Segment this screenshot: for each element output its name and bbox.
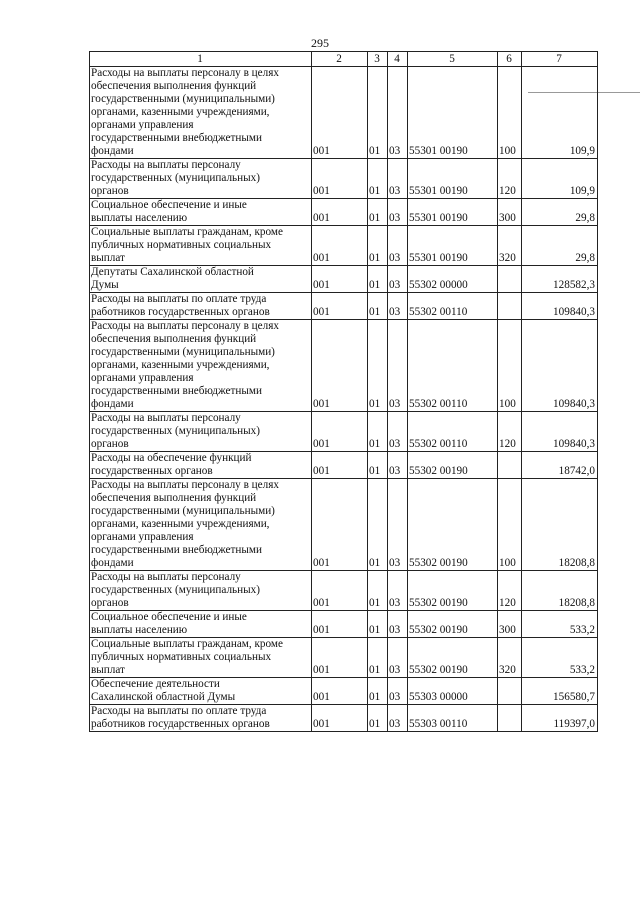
target-article-cell: 55301 00190 (408, 159, 498, 199)
expense-type-cell (498, 452, 522, 479)
row-name-line: Расходы на выплаты персоналу в целях (91, 320, 279, 332)
expense-type-cell (498, 678, 522, 705)
row-name-line: государственных (муниципальных) (91, 425, 260, 437)
target-article-cell: 55301 00190 (408, 226, 498, 266)
section-code-cell: 01 (368, 611, 388, 638)
row-name-line: государственными внебюджетными (91, 132, 262, 144)
row-name-line: государственных органов (91, 465, 213, 477)
row-name-cell (90, 226, 312, 266)
row-name-cell (90, 479, 312, 571)
amount-cell: 119397,0 (522, 705, 598, 732)
row-name-line: обеспечения выполнения функций (91, 80, 257, 92)
ministry-code-cell: 001 (312, 571, 368, 611)
table-row (90, 199, 598, 226)
target-article-cell: 55302 00190 (408, 479, 498, 571)
subsection-code-cell: 03 (388, 479, 408, 571)
budget-table (89, 51, 598, 732)
row-name-line: государственными внебюджетными (91, 385, 262, 397)
subsection-code-cell: 03 (388, 266, 408, 293)
section-code-cell: 01 (368, 571, 388, 611)
row-name-cell (90, 293, 312, 320)
amount-cell: 109,9 (522, 159, 598, 199)
ministry-code-cell: 001 (312, 320, 368, 412)
section-code-cell: 01 (368, 199, 388, 226)
target-article-cell: 55302 00190 (408, 638, 498, 678)
target-article-cell: 55301 00190 (408, 67, 498, 159)
row-name-line: органами управления (91, 531, 194, 543)
ministry-code-cell: 001 (312, 67, 368, 159)
amount-cell: 109840,3 (522, 412, 598, 452)
row-name-cell (90, 67, 312, 159)
subsection-code-cell: 03 (388, 67, 408, 159)
row-name-line: государственными (муниципальными) (91, 93, 275, 105)
amount-cell: 18208,8 (522, 479, 598, 571)
target-article-cell: 55303 00110 (408, 705, 498, 732)
target-article-cell: 55303 00000 (408, 678, 498, 705)
ministry-code-cell: 001 (312, 479, 368, 571)
target-article-cell: 55302 00190 (408, 611, 498, 638)
row-name-line: Расходы на выплаты персоналу в целях (91, 479, 279, 491)
section-code-cell: 01 (368, 226, 388, 266)
table-row (90, 479, 598, 571)
amount-cell: 533,2 (522, 611, 598, 638)
expense-type-cell: 120 (498, 412, 522, 452)
column-header: 7 (522, 52, 598, 67)
row-name-line: выплат (91, 664, 125, 676)
table-row (90, 678, 598, 705)
section-code-cell: 01 (368, 266, 388, 293)
subsection-code-cell: 03 (388, 159, 408, 199)
row-name-line: фондами (91, 557, 134, 569)
amount-cell: 29,8 (522, 226, 598, 266)
row-name-line: выплаты населению (91, 212, 188, 224)
table-row (90, 320, 598, 412)
page-number: 295 (311, 36, 329, 50)
row-name-line: Расходы на выплаты по оплате труда (91, 293, 267, 305)
subsection-code-cell: 03 (388, 452, 408, 479)
expense-type-cell: 300 (498, 611, 522, 638)
expense-type-cell (498, 705, 522, 732)
expense-type-cell: 300 (498, 199, 522, 226)
row-name-line: Расходы на выплаты по оплате труда (91, 705, 267, 717)
table-header-row (90, 52, 598, 67)
target-article-cell: 55301 00190 (408, 199, 498, 226)
row-name-line: фондами (91, 145, 134, 157)
row-name-line: государственных (муниципальных) (91, 172, 260, 184)
ministry-code-cell: 001 (312, 266, 368, 293)
subsection-code-cell: 03 (388, 412, 408, 452)
row-name-line: Сахалинской областной Думы (91, 691, 236, 703)
ministry-code-cell: 001 (312, 452, 368, 479)
row-name-line: органами, казенными учреждениями, (91, 518, 270, 530)
row-name-line: органов (91, 185, 129, 197)
row-name-cell (90, 571, 312, 611)
row-name-cell (90, 678, 312, 705)
table-row (90, 293, 598, 320)
ministry-code-cell: 001 (312, 199, 368, 226)
row-name-line: Социальное обеспечение и иные (91, 199, 247, 211)
target-article-cell: 55302 00110 (408, 412, 498, 452)
target-article-cell: 55302 00110 (408, 293, 498, 320)
row-name-cell (90, 611, 312, 638)
row-name-line: Думы (91, 279, 119, 291)
row-name-line: обеспечения выполнения функций (91, 492, 257, 504)
section-code-cell: 01 (368, 320, 388, 412)
ministry-code-cell: 001 (312, 293, 368, 320)
column-header: 4 (388, 52, 408, 67)
amount-cell: 18208,8 (522, 571, 598, 611)
section-code-cell: 01 (368, 67, 388, 159)
row-name-line: Депутаты Сахалинской областной (91, 266, 254, 278)
row-name-line: публичных нормативных социальных (91, 239, 272, 251)
row-name-cell (90, 159, 312, 199)
row-name-line: Социальные выплаты гражданам, кроме (91, 638, 283, 650)
column-header: 2 (312, 52, 368, 67)
section-code-cell: 01 (368, 452, 388, 479)
ministry-code-cell: 001 (312, 678, 368, 705)
subsection-code-cell: 03 (388, 226, 408, 266)
row-name-line: государственными (муниципальными) (91, 505, 275, 517)
target-article-cell: 55302 00190 (408, 452, 498, 479)
row-name-line: выплат (91, 252, 125, 264)
subsection-code-cell: 03 (388, 638, 408, 678)
ministry-code-cell: 001 (312, 611, 368, 638)
subsection-code-cell: 03 (388, 199, 408, 226)
subsection-code-cell: 03 (388, 571, 408, 611)
row-name-cell (90, 199, 312, 226)
row-name-line: выплаты населению (91, 624, 188, 636)
row-name-cell (90, 452, 312, 479)
target-article-cell: 55302 00190 (408, 571, 498, 611)
expense-type-cell (498, 293, 522, 320)
amount-cell: 533,2 (522, 638, 598, 678)
row-name-line: фондами (91, 398, 134, 410)
expense-type-cell: 120 (498, 571, 522, 611)
ministry-code-cell: 001 (312, 412, 368, 452)
section-code-cell: 01 (368, 159, 388, 199)
subsection-code-cell: 03 (388, 320, 408, 412)
row-name-line: Обеспечение деятельности (91, 678, 220, 690)
expense-type-cell: 100 (498, 67, 522, 159)
table-row (90, 638, 598, 678)
table-row (90, 67, 598, 159)
subsection-code-cell: 03 (388, 611, 408, 638)
table-row (90, 611, 598, 638)
amount-cell: 128582,3 (522, 266, 598, 293)
row-name-line: органами управления (91, 119, 194, 131)
row-name-line: Расходы на выплаты персоналу (91, 571, 241, 583)
expense-type-cell: 100 (498, 479, 522, 571)
section-code-cell: 01 (368, 412, 388, 452)
table-row (90, 159, 598, 199)
row-name-line: органами, казенными учреждениями, (91, 106, 270, 118)
ministry-code-cell: 001 (312, 226, 368, 266)
row-name-line: Социальные выплаты гражданам, кроме (91, 226, 283, 238)
row-name-line: Социальное обеспечение и иные (91, 611, 247, 623)
row-name-line: Расходы на выплаты персоналу (91, 159, 241, 171)
column-header: 3 (368, 52, 388, 67)
row-name-line: Расходы на выплаты персоналу (91, 412, 241, 424)
row-name-line: обеспечения выполнения функций (91, 333, 257, 345)
row-name-cell (90, 266, 312, 293)
subsection-code-cell: 03 (388, 678, 408, 705)
row-name-line: государственных (муниципальных) (91, 584, 260, 596)
section-code-cell: 01 (368, 293, 388, 320)
row-name-line: публичных нормативных социальных (91, 651, 272, 663)
row-name-cell (90, 705, 312, 732)
target-article-cell: 55302 00110 (408, 320, 498, 412)
amount-cell: 29,8 (522, 199, 598, 226)
expense-type-cell: 320 (498, 226, 522, 266)
row-name-line: органами управления (91, 372, 194, 384)
ministry-code-cell: 001 (312, 705, 368, 732)
subsection-code-cell: 03 (388, 293, 408, 320)
amount-cell: 109,9 (522, 67, 598, 159)
ministry-code-cell: 001 (312, 638, 368, 678)
row-name-line: Расходы на выплаты персоналу в целях (91, 67, 279, 79)
table-row (90, 571, 598, 611)
amount-cell: 18742,0 (522, 452, 598, 479)
section-code-cell: 01 (368, 479, 388, 571)
column-header: 1 (90, 52, 312, 67)
row-name-line: работников государственных органов (91, 718, 270, 730)
row-name-cell (90, 638, 312, 678)
subsection-code-cell: 03 (388, 705, 408, 732)
expense-type-cell: 320 (498, 638, 522, 678)
section-code-cell: 01 (368, 705, 388, 732)
table-row (90, 266, 598, 293)
ministry-code-cell: 001 (312, 159, 368, 199)
row-name-line: органов (91, 438, 129, 450)
amount-cell: 109840,3 (522, 293, 598, 320)
amount-cell: 156580,7 (522, 678, 598, 705)
row-name-cell (90, 320, 312, 412)
section-code-cell: 01 (368, 678, 388, 705)
amount-cell: 109840,3 (522, 320, 598, 412)
column-header: 5 (408, 52, 498, 67)
expense-type-cell (498, 266, 522, 293)
row-name-line: органами, казенными учреждениями, (91, 359, 270, 371)
table-row (90, 412, 598, 452)
row-name-line: государственными (муниципальными) (91, 346, 275, 358)
section-code-cell: 01 (368, 638, 388, 678)
row-name-line: органов (91, 597, 129, 609)
target-article-cell: 55302 00000 (408, 266, 498, 293)
expense-type-cell: 100 (498, 320, 522, 412)
table-row (90, 226, 598, 266)
row-name-cell (90, 412, 312, 452)
expense-type-cell: 120 (498, 159, 522, 199)
table-row (90, 452, 598, 479)
column-header: 6 (498, 52, 522, 67)
table-row (90, 705, 598, 732)
row-name-line: государственными внебюджетными (91, 544, 262, 556)
row-name-line: работников государственных органов (91, 306, 270, 318)
row-name-line: Расходы на обеспечение функций (91, 452, 252, 464)
